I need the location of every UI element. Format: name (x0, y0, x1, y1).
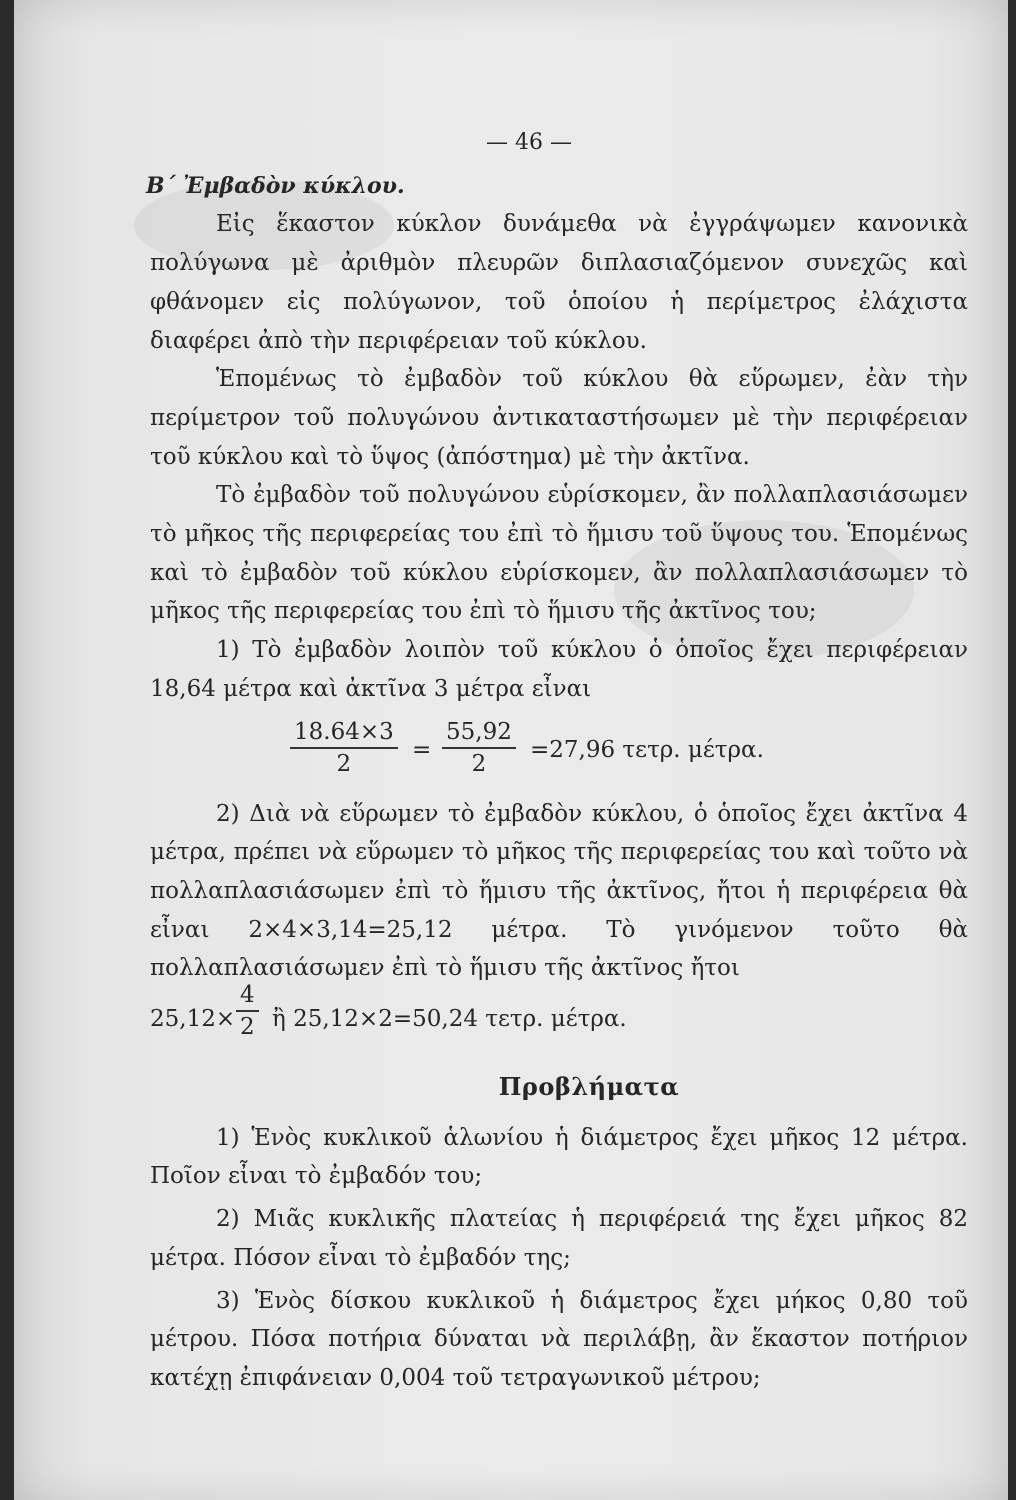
problem-3: 3) Ἑνὸς δίσκου κυκλικοῦ ἡ διάμετρος ἔχει μήκος 0,80 τοῦ μέτρου. Πόσα ποτήρια δύναται νὰ περιλάβῃ, ἂν ἕκαστον ποτήριον κατέχῃ ἐπιφάνειαν 0,004 τοῦ τετραγωνικοῦ μέτρου; (150, 1287, 968, 1391)
paragraph-example-1: 1) Τὸ ἐμβαδὸν λοιπὸν τοῦ κύκλου ὁ ὁποῖος ἔχει περιφέρειαν 18,64 μέτρα καὶ ἀκτῖνα 3 μέτρα εἶναι (150, 637, 968, 702)
book-page (14, 0, 1008, 1500)
fraction-2-numerator: 55,92 (442, 717, 516, 749)
problems-heading: Προβλήματα (498, 1072, 680, 1102)
fraction-2-denominator: 2 (471, 750, 487, 777)
formula-suffix: ἢ 25,12×2=50,24 τετρ. μέτρα. (272, 1006, 627, 1033)
paragraph-intro: Εἰς ἕκαστον κύκλον δυνάμεθα νὰ ἐγγράψωμεν κανονικὰ πολύγωνα μὲ ἀριθμὸν πλευρῶν διπλασιαζόμενον συνεχῶς καὶ φθάνομεν εἰς πολύγωνον, τοῦ ὁποίου ἡ περίμετρος ἐλάχιστα διαφέρει ἀπὸ τὴν περιφέρειαν τοῦ κύκλου. (150, 211, 968, 354)
formula-area-example-1 (150, 709, 968, 795)
fraction-1-denominator: 2 (336, 750, 352, 777)
formula-area-example-2 (150, 982, 968, 1041)
fraction-2 (442, 717, 516, 779)
paragraph-consequence: Ἑπομένως τὸ ἐμβαδὸν τοῦ κύκλου θὰ εὕρωμεν, ἐὰν τὴν περίμετρον τοῦ πολυγώνου ἀντικαταστήσωμεν μὲ τὴν περιφέρειαν τοῦ κύκλου καὶ τὸ ὕψος (ἀπόστημα) μὲ τὴν ἀκτῖνα. (150, 366, 968, 470)
problem-2: 2) Μιᾶς κυκλικῆς πλατείας ἡ περιφέρειά της ἔχει μῆκος 82 μέτρα. Πόσον εἶναι τὸ ἐμβαδόν της; (150, 1206, 968, 1271)
equals-sign: = (412, 736, 432, 763)
fraction-half-numerator: 4 (236, 980, 259, 1012)
section-heading: Β΄ Ἐμβαδὸν κύκλου. (146, 172, 405, 199)
fraction-1-numerator: 18.64×3 (290, 717, 398, 749)
paragraph-rule: Τὸ ἐμβαδὸν τοῦ πολυγώνου εὑρίσκομεν, ἂν πολλαπλασιάσωμεν τὸ μῆκος τῆς περιφερείας του ἐπὶ τὸ ἥμισυ τοῦ ὕψους του. Ἑπομένως καὶ τὸ ἐμβαδὸν τοῦ κύκλου εὑρίσκομεν, ἂν πολλαπλασιάσωμεν τὸ μῆκος τῆς περιφερείας του ἐπὶ τὸ ἥμισυ τῆς ἀκτῖνος του; (150, 482, 968, 625)
formula-prefix: 25,12× (150, 1006, 236, 1033)
paragraph-example-2: 2) Διὰ νὰ εὕρωμεν τὸ ἐμβαδὸν κύκλου, ὁ ὁποῖος ἔχει ἀκτῖνα 4 μέτρα, πρέπει νὰ εὕρωμεν τὸ μῆκος τῆς περιφερείας του καὶ τοῦτο νὰ πολλαπλασιάσωμεν ἐπὶ τὸ ἥμισυ τῆς ἀκτῖνος, ἤτοι ἡ περιφέρεια θὰ εἶναι 2×4×3,14=25,12 μέτρα. Τὸ γινόμενον τοῦτο θὰ πολλαπλασιάσωμεν ἐπὶ τὸ ἥμισυ τῆς ἀκτῖνος ἤτοι (150, 800, 968, 982)
fraction-half-denominator: 2 (240, 1014, 255, 1041)
page-text (146, 124, 968, 1402)
fraction-1 (290, 717, 398, 779)
page-number: — 46 — (486, 130, 572, 155)
problem-1: 1) Ἑνὸς κυκλικοῦ ἁλωνίου ἡ διάμετρος ἔχει μῆκος 12 μέτρα. Ποῖον εἶναι τὸ ἐμβαδόν του; (150, 1124, 968, 1190)
fraction-half (236, 980, 259, 1042)
formula-result: =27,96 τετρ. μέτρα. (530, 736, 764, 763)
